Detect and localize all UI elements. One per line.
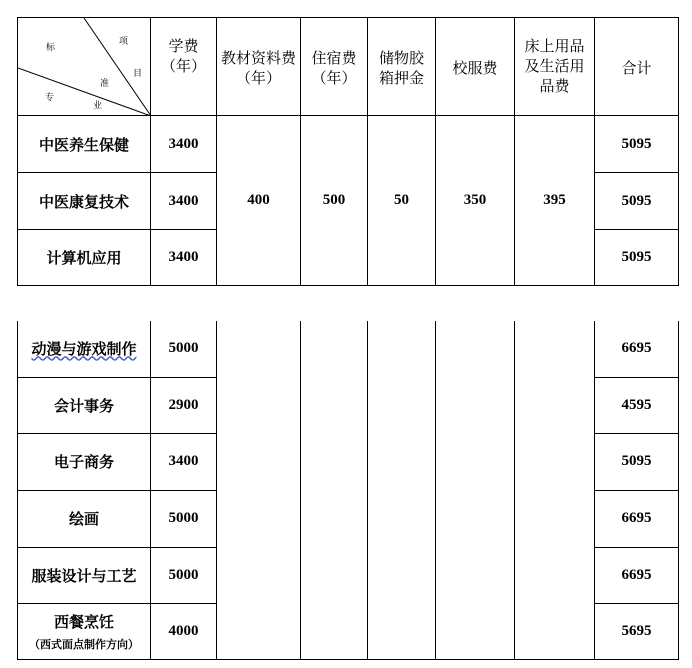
total: 5095 xyxy=(595,116,679,173)
books-fee: 400 xyxy=(217,116,301,286)
total: 6695 xyxy=(595,490,679,547)
total: 5095 xyxy=(595,433,679,490)
major-name: 计算机应用 xyxy=(18,230,151,286)
corner-label: 准 xyxy=(100,79,110,89)
empty-cell xyxy=(301,321,368,659)
col-locker: 储物胶 箱押金 xyxy=(368,18,436,116)
corner-label: 标 xyxy=(46,43,56,53)
empty-cell xyxy=(368,321,436,659)
major-subtitle: （西式面点制作方向） xyxy=(29,637,139,651)
col-bedding: 床上用品 及生活用 品费 xyxy=(515,18,595,116)
total: 5095 xyxy=(595,230,679,286)
bedding-fee: 395 xyxy=(515,116,595,286)
fee-table-bottom xyxy=(17,321,679,660)
table-row xyxy=(18,321,679,377)
total: 4595 xyxy=(595,377,679,433)
major-name: 会计事务 xyxy=(18,377,151,433)
tuition: 3400 xyxy=(151,116,217,173)
locker-fee: 50 xyxy=(368,116,436,286)
tuition: 5000 xyxy=(151,490,217,547)
tuition: 3400 xyxy=(151,173,217,230)
total: 6695 xyxy=(595,321,679,377)
total: 5695 xyxy=(595,603,679,659)
uniform-fee: 350 xyxy=(436,116,515,286)
table-row xyxy=(18,116,679,173)
tuition: 5000 xyxy=(151,321,217,377)
tuition: 3400 xyxy=(151,433,217,490)
col-dorm: 住宿费 （年） xyxy=(301,18,368,116)
dorm-fee: 500 xyxy=(301,116,368,286)
total: 6695 xyxy=(595,547,679,603)
tuition: 3400 xyxy=(151,230,217,286)
major-name: 动漫与游戏制作 xyxy=(18,321,151,377)
col-books: 教材资料费 （年） xyxy=(217,18,301,116)
empty-cell xyxy=(217,321,301,659)
corner-label: 项 xyxy=(119,37,129,47)
corner-label: 业 xyxy=(93,101,103,111)
empty-cell xyxy=(515,321,595,659)
major-name: 西餐烹饪 （西式面点制作方向） xyxy=(18,603,151,659)
major-name: 中医养生保健 xyxy=(18,116,151,173)
empty-cell xyxy=(436,321,515,659)
col-total: 合计 xyxy=(595,18,679,116)
tuition: 2900 xyxy=(151,377,217,433)
corner-label: 目 xyxy=(133,69,143,79)
tuition: 4000 xyxy=(151,603,217,659)
corner-label: 专 xyxy=(45,93,55,103)
fee-table-top xyxy=(17,17,679,286)
col-uniform: 校服费 xyxy=(436,18,515,116)
corner-header xyxy=(18,18,151,116)
diagonal-lines xyxy=(18,18,151,116)
col-tuition: 学费 （年） xyxy=(151,18,217,116)
major-name: 电子商务 xyxy=(18,433,151,490)
total: 5095 xyxy=(595,173,679,230)
major-name: 中医康复技术 xyxy=(18,173,151,230)
tuition: 5000 xyxy=(151,547,217,603)
major-name: 绘画 xyxy=(18,490,151,547)
major-name: 服装设计与工艺 xyxy=(18,547,151,603)
